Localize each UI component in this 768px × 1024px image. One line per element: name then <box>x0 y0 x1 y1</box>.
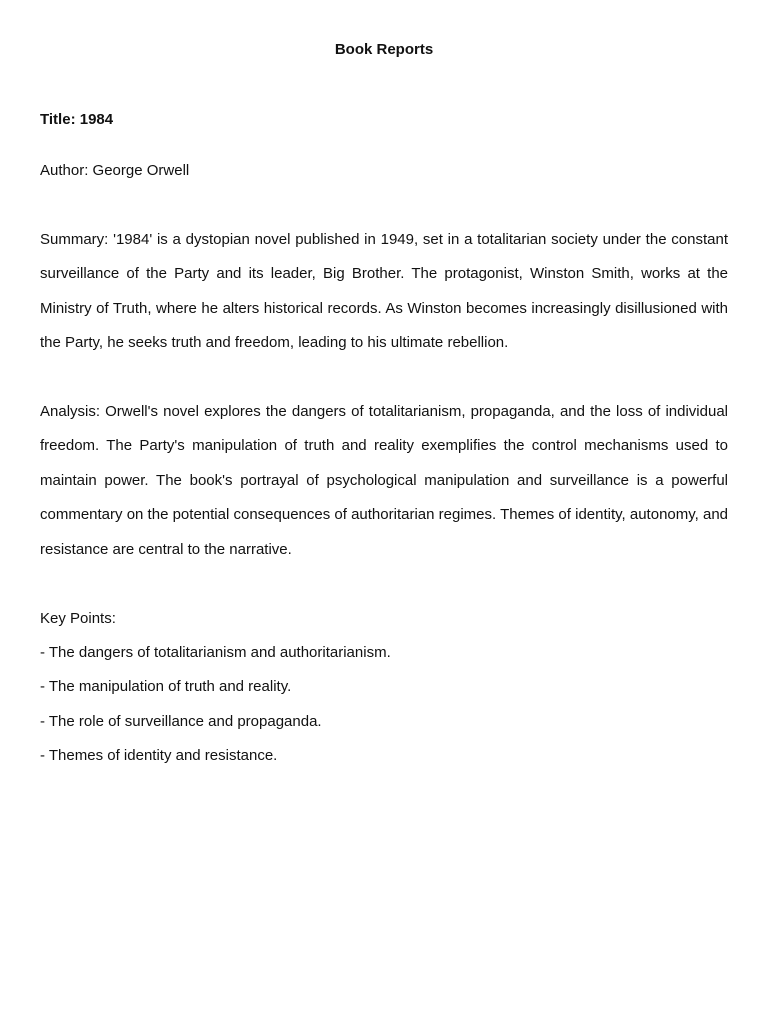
key-point-item: - The role of surveillance and propaganda. <box>40 712 322 730</box>
key-point-item: - The manipulation of truth and reality. <box>40 678 292 696</box>
key-point-item: - The dangers of totalitarianism and authoritarianism. <box>40 644 391 661</box>
page-heading: Book Reports <box>334 41 434 58</box>
book-author: Author: George Orwell <box>40 162 190 179</box>
summary-paragraph: Summary: '1984' is a dystopian novel published in 1949, set in a totalitarian society under the constant surveillance of the Party and its leader, Big Brother. The protagonist, Winston Smith, works at the Ministry of Truth, where he alters historical records. As Winston becomes increasingly disillusioned with the Party, he seeks truth and freedom, leading to his ultimate rebellion. <box>40 231 728 352</box>
book-title: Title: 1984 <box>40 111 114 128</box>
key-point-item: - Themes of identity and resistance. <box>40 747 278 765</box>
key-points-label: Key Points: <box>40 610 116 627</box>
key-points-list <box>40 636 391 774</box>
analysis-paragraph: Analysis: Orwell's novel explores the dangers of totalitarianism, propaganda, and the loss of individual freedom. The Party's manipulation of truth and reality exemplifies the control mechanisms used to maintain power. The book's portrayal of psychological manipulation and surveillance is a powerful commentary on the potential consequences of authoritarian regimes. Themes of identity, autonomy, and resistance are central to the narrative. <box>40 403 728 558</box>
